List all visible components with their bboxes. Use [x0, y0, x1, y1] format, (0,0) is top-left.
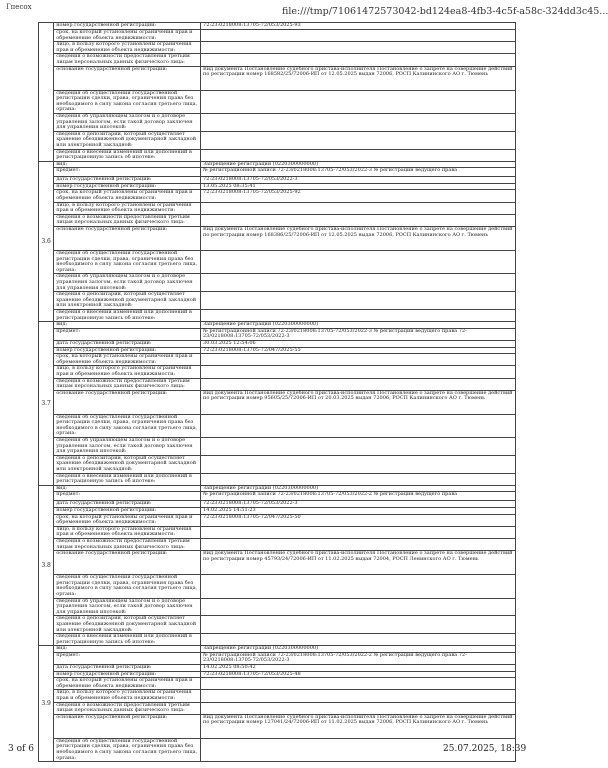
row-value: № регистрационной записи 72-23/0218008:13705-72/053/2022-3 № регистрации ведущего права 72-23/0218008:13705-72/053/2022-3: [201, 328, 516, 340]
row-label: сведения о возможности предоставления третьим лицам персональных данных физического лица:: [54, 54, 201, 66]
table-row: [39, 702, 516, 714]
row-label: основание государственной регистрации:: [54, 714, 201, 738]
row-value: [201, 354, 516, 366]
row-label: срок, на который установлены ограничения прав и обременение объекта недвижимости:: [54, 678, 201, 690]
table-row: [39, 54, 516, 66]
row-value: [201, 90, 516, 113]
row-value: [201, 598, 516, 616]
table-row: [39, 538, 516, 550]
table-row: [39, 149, 516, 161]
row-value: Запрещение регистрации (0220300000000): [201, 485, 516, 492]
row-label: номер государственной регистрации:: [54, 23, 201, 30]
row-value: Запрещение регистрации (0220300000000): [201, 161, 516, 168]
row-value: [201, 473, 516, 485]
row-value: [201, 690, 516, 702]
table-row: [39, 634, 516, 646]
row-label: срок, на который установлены ограничения прав и обременение объекта недвижимости:: [54, 30, 201, 42]
table-row: [39, 113, 516, 131]
header-left-text: Гпесох: [6, 3, 32, 11]
registry-table: [38, 22, 516, 762]
row-value: 30.03.2025 12:54:06: [201, 340, 516, 347]
row-value: [201, 113, 516, 131]
row-value: [201, 538, 516, 550]
table-row: [39, 598, 516, 616]
row-label: дата государственной регистрации:: [54, 501, 201, 508]
row-label: лицо, в пользу которого установлены ограничения прав и обременение объекта недвижимости:: [54, 42, 201, 54]
row-value: Вид документа Постановление судебного пристава-исполнителя Постановление о запрете на совершение действий по регистрации номер 95605/25/72006-ИП от 20.03.2025 выдан 72006, РОСП Калининского АО г. Тюмень: [201, 390, 516, 414]
table-row: [39, 251, 516, 274]
table-row: [39, 292, 516, 310]
section-number: 3.9: [39, 646, 54, 762]
row-value: Запрещение регистрации (0220300000000): [201, 322, 516, 329]
row-label: сведения о депозитарии, который осуществляет хранение обездвиженной документарной закладной или электронной закладной:: [54, 455, 201, 473]
row-value: [201, 54, 516, 66]
row-value: Вид документа Постановление судебного пристава-исполнителя Постановление о запрете на совершение действий по регистрации номер 168582/25/72006-ИП от 12.05.2025 выдан 72006, РОСП Калининского АО г. Тюмень: [201, 66, 516, 90]
row-label: дата государственной регистрации:: [54, 177, 201, 184]
row-label: лицо, в пользу которого установлены ограничения прав и обременение объекта недвижимости:: [54, 526, 201, 538]
row-label: предмет:: [54, 328, 201, 340]
table-row: [39, 575, 516, 598]
table-row: [39, 190, 516, 202]
row-label: сведения о внесении изменений или дополнений в регистрационную запись об ипотеке:: [54, 149, 201, 161]
row-label: сведения об управляющем залогом и о договоре управления залогом, если такой договор заключен для управления ипотекой:: [54, 113, 201, 131]
row-label: основание государственной регистрации:: [54, 551, 201, 575]
section-number: 3.8: [39, 485, 54, 645]
row-label: срок, на который установлены ограничения прав и обременение объекта недвижимости:: [54, 354, 201, 366]
row-label: сведения о внесении изменений или дополнений в регистрационную запись об ипотеке:: [54, 309, 201, 321]
row-value: [201, 274, 516, 292]
row-label: предмет:: [54, 492, 201, 501]
row-label: сведения об управляющем залогом и о договоре управления залогом, если такой договор заключен для управления ипотекой:: [54, 274, 201, 292]
row-value: [201, 366, 516, 378]
row-label: предмет:: [54, 168, 201, 177]
row-value: 13.05.2025 08:35:41: [201, 183, 516, 190]
row-label: основание государственной регистрации:: [54, 390, 201, 414]
section-number-empty: [39, 23, 54, 162]
row-value: [201, 30, 516, 42]
section-number: 3.6: [39, 161, 54, 321]
row-label: вид:: [54, 485, 201, 492]
row-value: 14.02.2025 08:50:42: [201, 665, 516, 672]
table-row: [39, 378, 516, 390]
row-value: [201, 526, 516, 538]
table-row: [39, 551, 516, 575]
table-row: [39, 652, 516, 664]
row-label: вид:: [54, 322, 201, 329]
row-label: основание государственной регистрации:: [54, 227, 201, 251]
row-value: [201, 575, 516, 598]
row-label: сведения об осуществлении государственной регистрации сделки, права, ограничения права без необходимого в силу закона согласия третьего лица, органа:: [54, 738, 201, 761]
table-row: [39, 354, 516, 366]
row-value: [201, 309, 516, 321]
row-value: [201, 42, 516, 54]
table-row: [39, 514, 516, 526]
row-label: номер государственной регистрации:: [54, 347, 201, 354]
row-label: вид:: [54, 646, 201, 653]
table-row: [39, 90, 516, 113]
table-row: [39, 309, 516, 321]
table-row: [39, 366, 516, 378]
row-label: основание государственной регистрации:: [54, 66, 201, 90]
row-label: сведения о возможности предоставления третьим лицам персональных данных физического лица:: [54, 538, 201, 550]
row-value: [201, 292, 516, 310]
table-row: [39, 714, 516, 738]
row-label: сведения о возможности предоставления третьим лицам персональных данных физического лица:: [54, 214, 201, 226]
row-label: лицо, в пользу которого установлены ограничения прав и обременение объекта недвижимости:: [54, 690, 201, 702]
table-row: [39, 390, 516, 414]
table-row: [39, 438, 516, 456]
header-url: file:///tmp/71061472573042-bd124ea8-4fb3-4c5f-a58c-324dd3c45...: [282, 6, 608, 17]
row-label: сведения об осуществлении государственной регистрации сделки, права, ограничения права без необходимого в силу закона согласия третьего лица, органа:: [54, 414, 201, 437]
table-row: [39, 30, 516, 42]
table-row: [39, 274, 516, 292]
table-row: [39, 690, 516, 702]
table-row: [39, 678, 516, 690]
row-label: номер государственной регистрации:: [54, 508, 201, 515]
row-label: сведения о депозитарии, который осуществляет хранение обездвиженной документарной закладной или электронной закладной:: [54, 292, 201, 310]
row-value: 72:23:0218008:13705-72/047/2025-50: [201, 514, 516, 526]
row-label: сведения о депозитарии, который осуществляет хранение обездвиженной документарной закладной или электронной закладной:: [54, 616, 201, 634]
row-label: лицо, в пользу которого установлены ограничения прав и обременение объекта недвижимости:: [54, 366, 201, 378]
row-value: [201, 438, 516, 456]
row-value: [201, 678, 516, 690]
row-label: номер государственной регистрации:: [54, 183, 201, 190]
row-value: [201, 149, 516, 161]
row-value: № регистрационной записи 72-23/0218008:13705-72/053/2022-2 № регистрации ведущего права 72-23/0218008:13705-72/053/2022-3: [201, 652, 516, 664]
row-value: [201, 616, 516, 634]
row-value: 72:23:0218008:13705-72/053/2022-3: [201, 177, 516, 184]
row-label: сведения об управляющем залогом и о договоре управления залогом, если такой договор заключен для управления ипотекой:: [54, 598, 201, 616]
row-value: [201, 202, 516, 214]
row-value: [201, 131, 516, 149]
row-value: Вид документа Постановление судебного пристава-исполнителя Постановление о запрете на совершение действий по регистрации номер 168386/25/72006-ИП от 12.05.2025 выдан 72006, РОСП Калининского АО г. Тюмень: [201, 227, 516, 251]
row-label: сведения об осуществлении государственной регистрации сделки, права, ограничения права без необходимого в силу закона согласия третьего лица, органа:: [54, 90, 201, 113]
row-value: 72:23:0218008:13705-72/053/2025-93: [201, 23, 516, 30]
row-value: Запрещение регистрации (0220300000000): [201, 646, 516, 653]
row-label: дата государственной регистрации:: [54, 340, 201, 347]
row-label: предмет:: [54, 652, 201, 664]
row-label: сведения о возможности предоставления третьим лицам персональных данных физического лица:: [54, 378, 201, 390]
row-label: сведения о внесении изменений или дополнений в регистрационную запись об ипотеке:: [54, 473, 201, 485]
row-value: № регистрационной записи 72-23/0218008:13705-72/053/2022-2 № регистрации ведущего права: [201, 492, 516, 501]
row-label: номер государственной регистрации:: [54, 671, 201, 678]
table-row: [39, 131, 516, 149]
table-row: [39, 202, 516, 214]
page-number: 3 of 6: [8, 744, 34, 754]
table-row: [39, 526, 516, 538]
row-value: [201, 414, 516, 437]
table-row: [39, 328, 516, 340]
row-label: сведения о возможности предоставления третьим лицам персональных данных физического лица:: [54, 702, 201, 714]
table-row: [39, 227, 516, 251]
table-row: [39, 214, 516, 226]
row-value: [201, 634, 516, 646]
row-value: [201, 702, 516, 714]
row-label: срок, на который установлены ограничения прав и обременение объекта недвижимости:: [54, 190, 201, 202]
row-value: 72:23:0218008:13705-72/053/2025-92: [201, 190, 516, 202]
row-label: лицо, в пользу которого установлены ограничения прав и обременение объекта недвижимости:: [54, 202, 201, 214]
table-row: [39, 455, 516, 473]
row-label: дата государственной регистрации:: [54, 665, 201, 672]
row-value: Вид документа Постановление судебного пристава-исполнителя Постановление о запрете на совершение действий по регистрации номер 127041/24/72006-ИП от 11.02.2025 выдан 72006, РОСП Калининского АО г. Тюмень: [201, 714, 516, 738]
row-label: вид:: [54, 161, 201, 168]
row-label: сведения об осуществлении государственной регистрации сделки, права, ограничения права без необходимого в силу закона согласия третьего лица, органа:: [54, 575, 201, 598]
row-value: [201, 455, 516, 473]
print-datetime: 25.07.2025, 18:39: [443, 744, 527, 754]
table-row: [39, 414, 516, 437]
row-value: 72:23:0218008:13705-72/053/2025-48: [201, 671, 516, 678]
table-row: [39, 42, 516, 54]
row-value: 72:23:0218008:13705-72/047/2025-55: [201, 347, 516, 354]
row-value: Вид документа Постановление судебного пристава-исполнителя Постановление о запрете на совершение действий по регистрации номер 45793/24/72006-ИП от 11.02.2025 выдан 72004, РОСП Ленинского АО г. Тюмень: [201, 551, 516, 575]
row-label: сведения о депозитарии, который осуществляет хранение обездвиженной документарной закладной или электронной закладной:: [54, 131, 201, 149]
row-value: [201, 251, 516, 274]
row-value: 72:23:0218008:13705-72/053/2022-3: [201, 501, 516, 508]
row-label: сведения об осуществлении государственной регистрации сделки, права, ограничения права без необходимого в силу закона согласия третьего лица, органа:: [54, 251, 201, 274]
section-number: 3.7: [39, 322, 54, 486]
table-row: [39, 616, 516, 634]
row-value: [201, 378, 516, 390]
row-value: [201, 214, 516, 226]
row-label: срок, на который установлены ограничения прав и обременение объекта недвижимости:: [54, 514, 201, 526]
table-row: [39, 66, 516, 90]
row-label: сведения об управляющем залогом и о договоре управления залогом, если такой договор заключен для управления ипотекой:: [54, 438, 201, 456]
row-label: сведения о внесении изменений или дополнений в регистрационную запись об ипотеке:: [54, 634, 201, 646]
row-value: 14.02.2025 14:51:23: [201, 508, 516, 515]
row-value: № регистрационной записи 72-23/0218008:13705-72/053/2022-3 № регистрации ведущего права: [201, 168, 516, 177]
table-row: [39, 473, 516, 485]
